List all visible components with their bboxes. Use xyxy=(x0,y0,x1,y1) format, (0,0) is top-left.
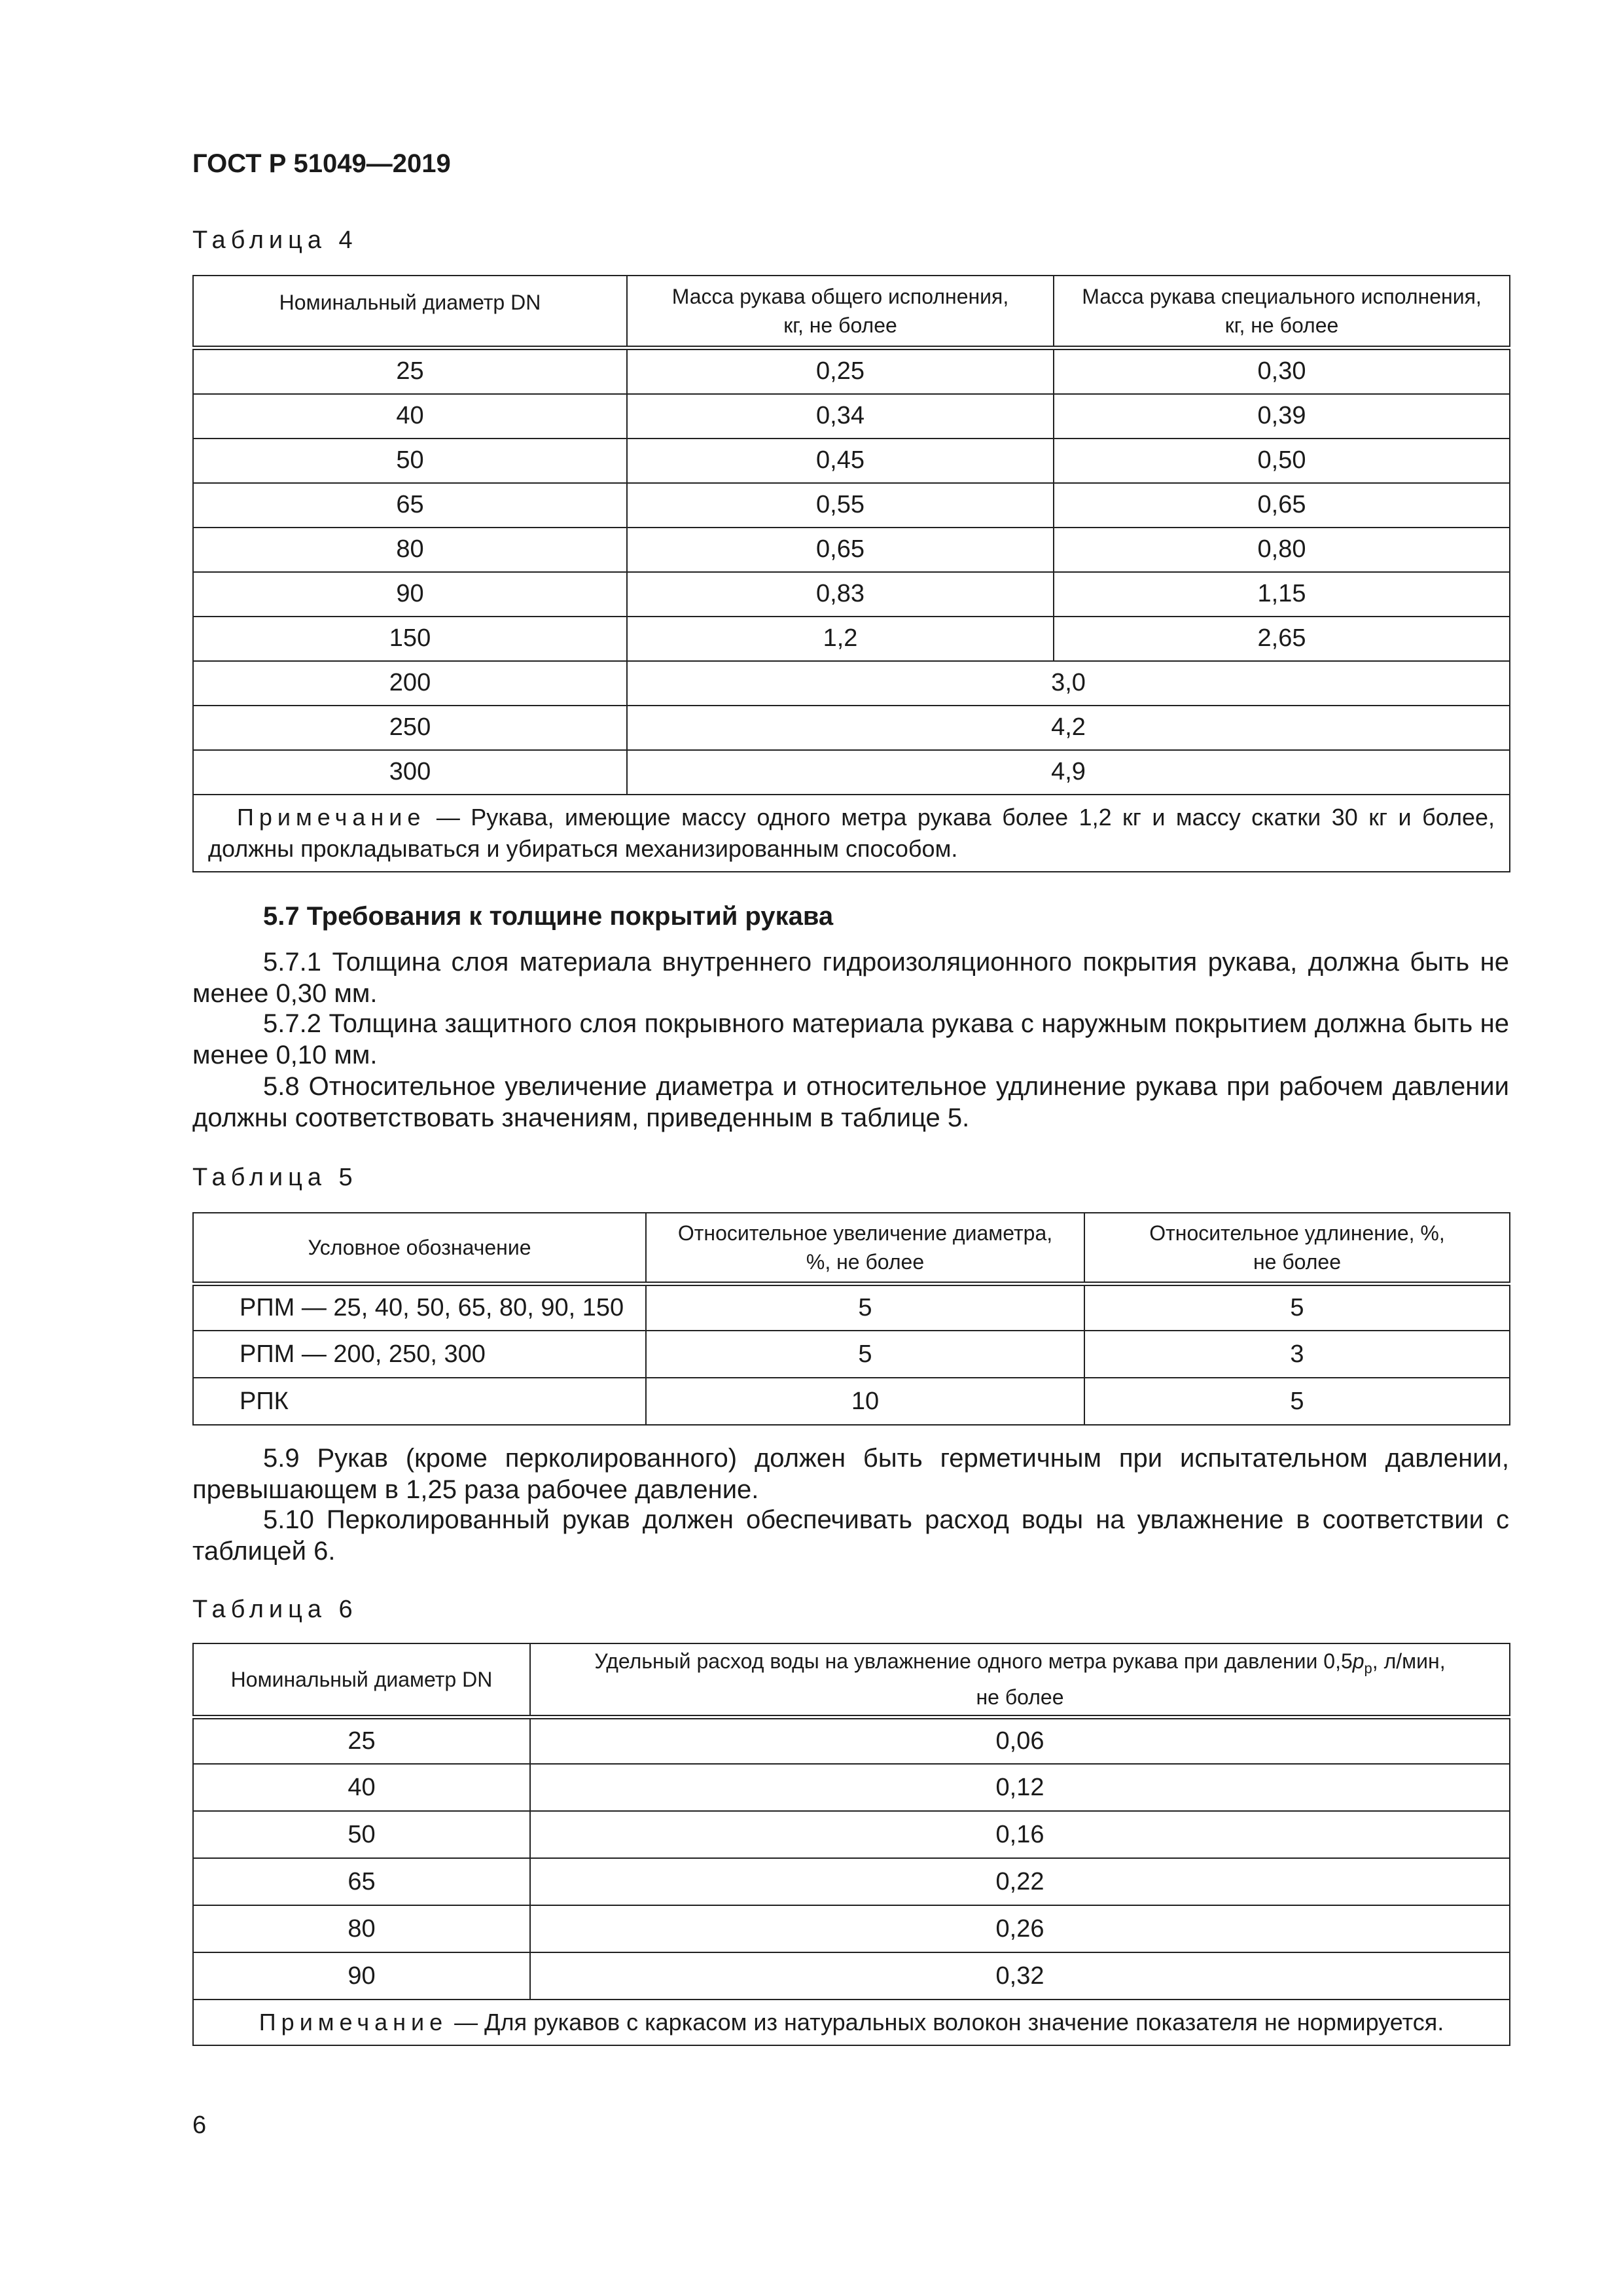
table-cell: 5 xyxy=(646,1283,1084,1331)
note-text: — Для рукавов с каркасом из натуральных волокон значение показателя не нормируется. xyxy=(448,2009,1444,2036)
table-cell: 1,15 xyxy=(1054,572,1510,617)
note-label: Примечание xyxy=(259,2009,448,2036)
table-cell: 0,22 xyxy=(530,1858,1510,1905)
table-cell: 150 xyxy=(193,617,627,661)
table-row xyxy=(193,1717,1510,1764)
table-4-header-col2: Масса рукава общего исполнения, кг, не более xyxy=(627,276,1054,348)
table-cell: 3 xyxy=(1084,1331,1510,1378)
table-4 xyxy=(192,275,1510,872)
table-cell: 250 xyxy=(193,706,627,750)
table-cell: 0,45 xyxy=(627,439,1054,483)
table-cell: 65 xyxy=(193,483,627,528)
table-row xyxy=(193,1858,1510,1905)
paragraph-5-7-1: 5.7.1 Толщина слоя материала внутреннего гидроизоляционного покрытия рукава, должна быть не менее 0,30 мм. xyxy=(192,948,1509,1008)
paragraph-5-9: 5.9 Рукав (кроме перколированного) должен быть герметичным при испытательном давлении, превышающем в 1,25 раза рабочее давление. xyxy=(192,1444,1509,1504)
table-cell: 5 xyxy=(646,1331,1084,1378)
table-cell-merged: 4,2 xyxy=(627,706,1510,750)
table-4-header-col3: Масса рукава специального исполнения, кг, не более xyxy=(1054,276,1510,348)
table-row xyxy=(193,439,1510,483)
table-cell: 50 xyxy=(193,1811,530,1858)
section-heading: 5.7 Требования к толщине покрытий рукава xyxy=(263,902,834,931)
table-cell: 0,39 xyxy=(1054,394,1510,439)
table-cell: 0,16 xyxy=(530,1811,1510,1858)
table-row xyxy=(193,706,1510,750)
table-cell: 5 xyxy=(1084,1283,1510,1331)
table-row xyxy=(193,617,1510,661)
table-cell: 2,65 xyxy=(1054,617,1510,661)
table-cell: 0,55 xyxy=(627,483,1054,528)
table-6 xyxy=(192,1643,1510,2046)
table-6-header-col2 xyxy=(530,1643,1510,1717)
table-cell: 10 xyxy=(646,1378,1084,1425)
table-cell: РПК xyxy=(193,1378,646,1425)
table-cell: 0,06 xyxy=(530,1717,1510,1764)
table-row xyxy=(193,528,1510,572)
table-cell: 0,65 xyxy=(627,528,1054,572)
header-text-unit: , л/мин, xyxy=(1372,1649,1446,1674)
table-row xyxy=(193,750,1510,795)
table-row xyxy=(193,348,1510,394)
table-cell: 5 xyxy=(1084,1378,1510,1425)
table-row xyxy=(193,1811,1510,1858)
table-row xyxy=(193,1378,1510,1425)
table-cell: 0,25 xyxy=(627,348,1054,394)
paragraph-5-8: 5.8 Относительное увеличение диаметра и относительное удлинение рукава при рабочем давлении должны соответствовать значениям, приведенным в таблице 5. xyxy=(192,1072,1509,1132)
table-5-caption: Таблица 5 xyxy=(192,1164,358,1191)
table-6-caption: Таблица 6 xyxy=(192,1596,358,1623)
pressure-subscript: р xyxy=(1364,1660,1372,1677)
table-cell: 90 xyxy=(193,1952,530,2000)
table-cell: 0,26 xyxy=(530,1905,1510,1952)
note-text: — Рукава, имеющие массу одного метра рукава более 1,2 кг и массу скатки 30 кг и более, должны прокладываться и убираться механизированным способом. xyxy=(208,803,1495,862)
table-cell: 0,50 xyxy=(1054,439,1510,483)
table-row xyxy=(193,1905,1510,1952)
table-5-header-col2: Относительное увеличение диаметра, %, не более xyxy=(646,1213,1084,1283)
table-cell: 300 xyxy=(193,750,627,795)
table-5-header-col3: Относительное удлинение, %, не более xyxy=(1084,1213,1510,1283)
table-cell: РПМ — 25, 40, 50, 65, 80, 90, 150 xyxy=(193,1283,646,1331)
table-cell: 200 xyxy=(193,661,627,706)
table-cell: 0,32 xyxy=(530,1952,1510,2000)
table-4-header-col1: Номинальный диаметр DN xyxy=(193,276,627,348)
table-cell: РПМ — 200, 250, 300 xyxy=(193,1331,646,1378)
table-cell: 65 xyxy=(193,1858,530,1905)
table-6-header-col1: Номинальный диаметр DN xyxy=(193,1643,530,1717)
table-cell: 40 xyxy=(193,1764,530,1811)
table-cell: 80 xyxy=(193,1905,530,1952)
table-6-note xyxy=(193,2000,1510,2045)
table-cell: 0,30 xyxy=(1054,348,1510,394)
page-number: 6 xyxy=(192,2111,207,2139)
table-cell: 1,2 xyxy=(627,617,1054,661)
table-cell: 0,83 xyxy=(627,572,1054,617)
table-row xyxy=(193,483,1510,528)
table-5 xyxy=(192,1212,1510,1426)
table-note-row xyxy=(193,795,1510,872)
table-row xyxy=(193,1283,1510,1331)
table-5-header-col1: Условное обозначение xyxy=(193,1213,646,1283)
table-row xyxy=(193,1331,1510,1378)
note-label: Примечание xyxy=(237,803,426,831)
table-cell: 25 xyxy=(193,1717,530,1764)
paragraph-5-7-2: 5.7.2 Толщина защитного слоя покрывного материала рукава с наружным покрытием должна быть не менее 0,10 мм. xyxy=(192,1009,1509,1069)
table-cell-merged: 3,0 xyxy=(627,661,1510,706)
table-row xyxy=(193,1764,1510,1811)
table-cell: 0,12 xyxy=(530,1764,1510,1811)
table-cell: 50 xyxy=(193,439,627,483)
header-text-line2: не более xyxy=(976,1685,1064,1710)
table-cell-merged: 4,9 xyxy=(627,750,1510,795)
table-cell: 80 xyxy=(193,528,627,572)
table-row xyxy=(193,1952,1510,2000)
table-row xyxy=(193,394,1510,439)
table-cell: 0,65 xyxy=(1054,483,1510,528)
table-row xyxy=(193,572,1510,617)
table-note-row xyxy=(193,2000,1510,2045)
table-cell: 0,80 xyxy=(1054,528,1510,572)
document-header: ГОСТ Р 51049—2019 xyxy=(192,149,451,178)
table-cell: 25 xyxy=(193,348,627,394)
table-cell: 90 xyxy=(193,572,627,617)
table-4-caption: Таблица 4 xyxy=(192,226,358,254)
table-row xyxy=(193,661,1510,706)
paragraph-5-10: 5.10 Перколированный рукав должен обеспечивать расход воды на увлажнение в соответствии с таблицей 6. xyxy=(192,1505,1509,1566)
pressure-symbol: p xyxy=(1352,1649,1364,1674)
header-text: Удельный расход воды на увлажнение одного метра рукава при давлении 0,5 xyxy=(594,1649,1353,1674)
table-4-note xyxy=(193,795,1510,872)
table-cell: 0,34 xyxy=(627,394,1054,439)
table-cell: 40 xyxy=(193,394,627,439)
